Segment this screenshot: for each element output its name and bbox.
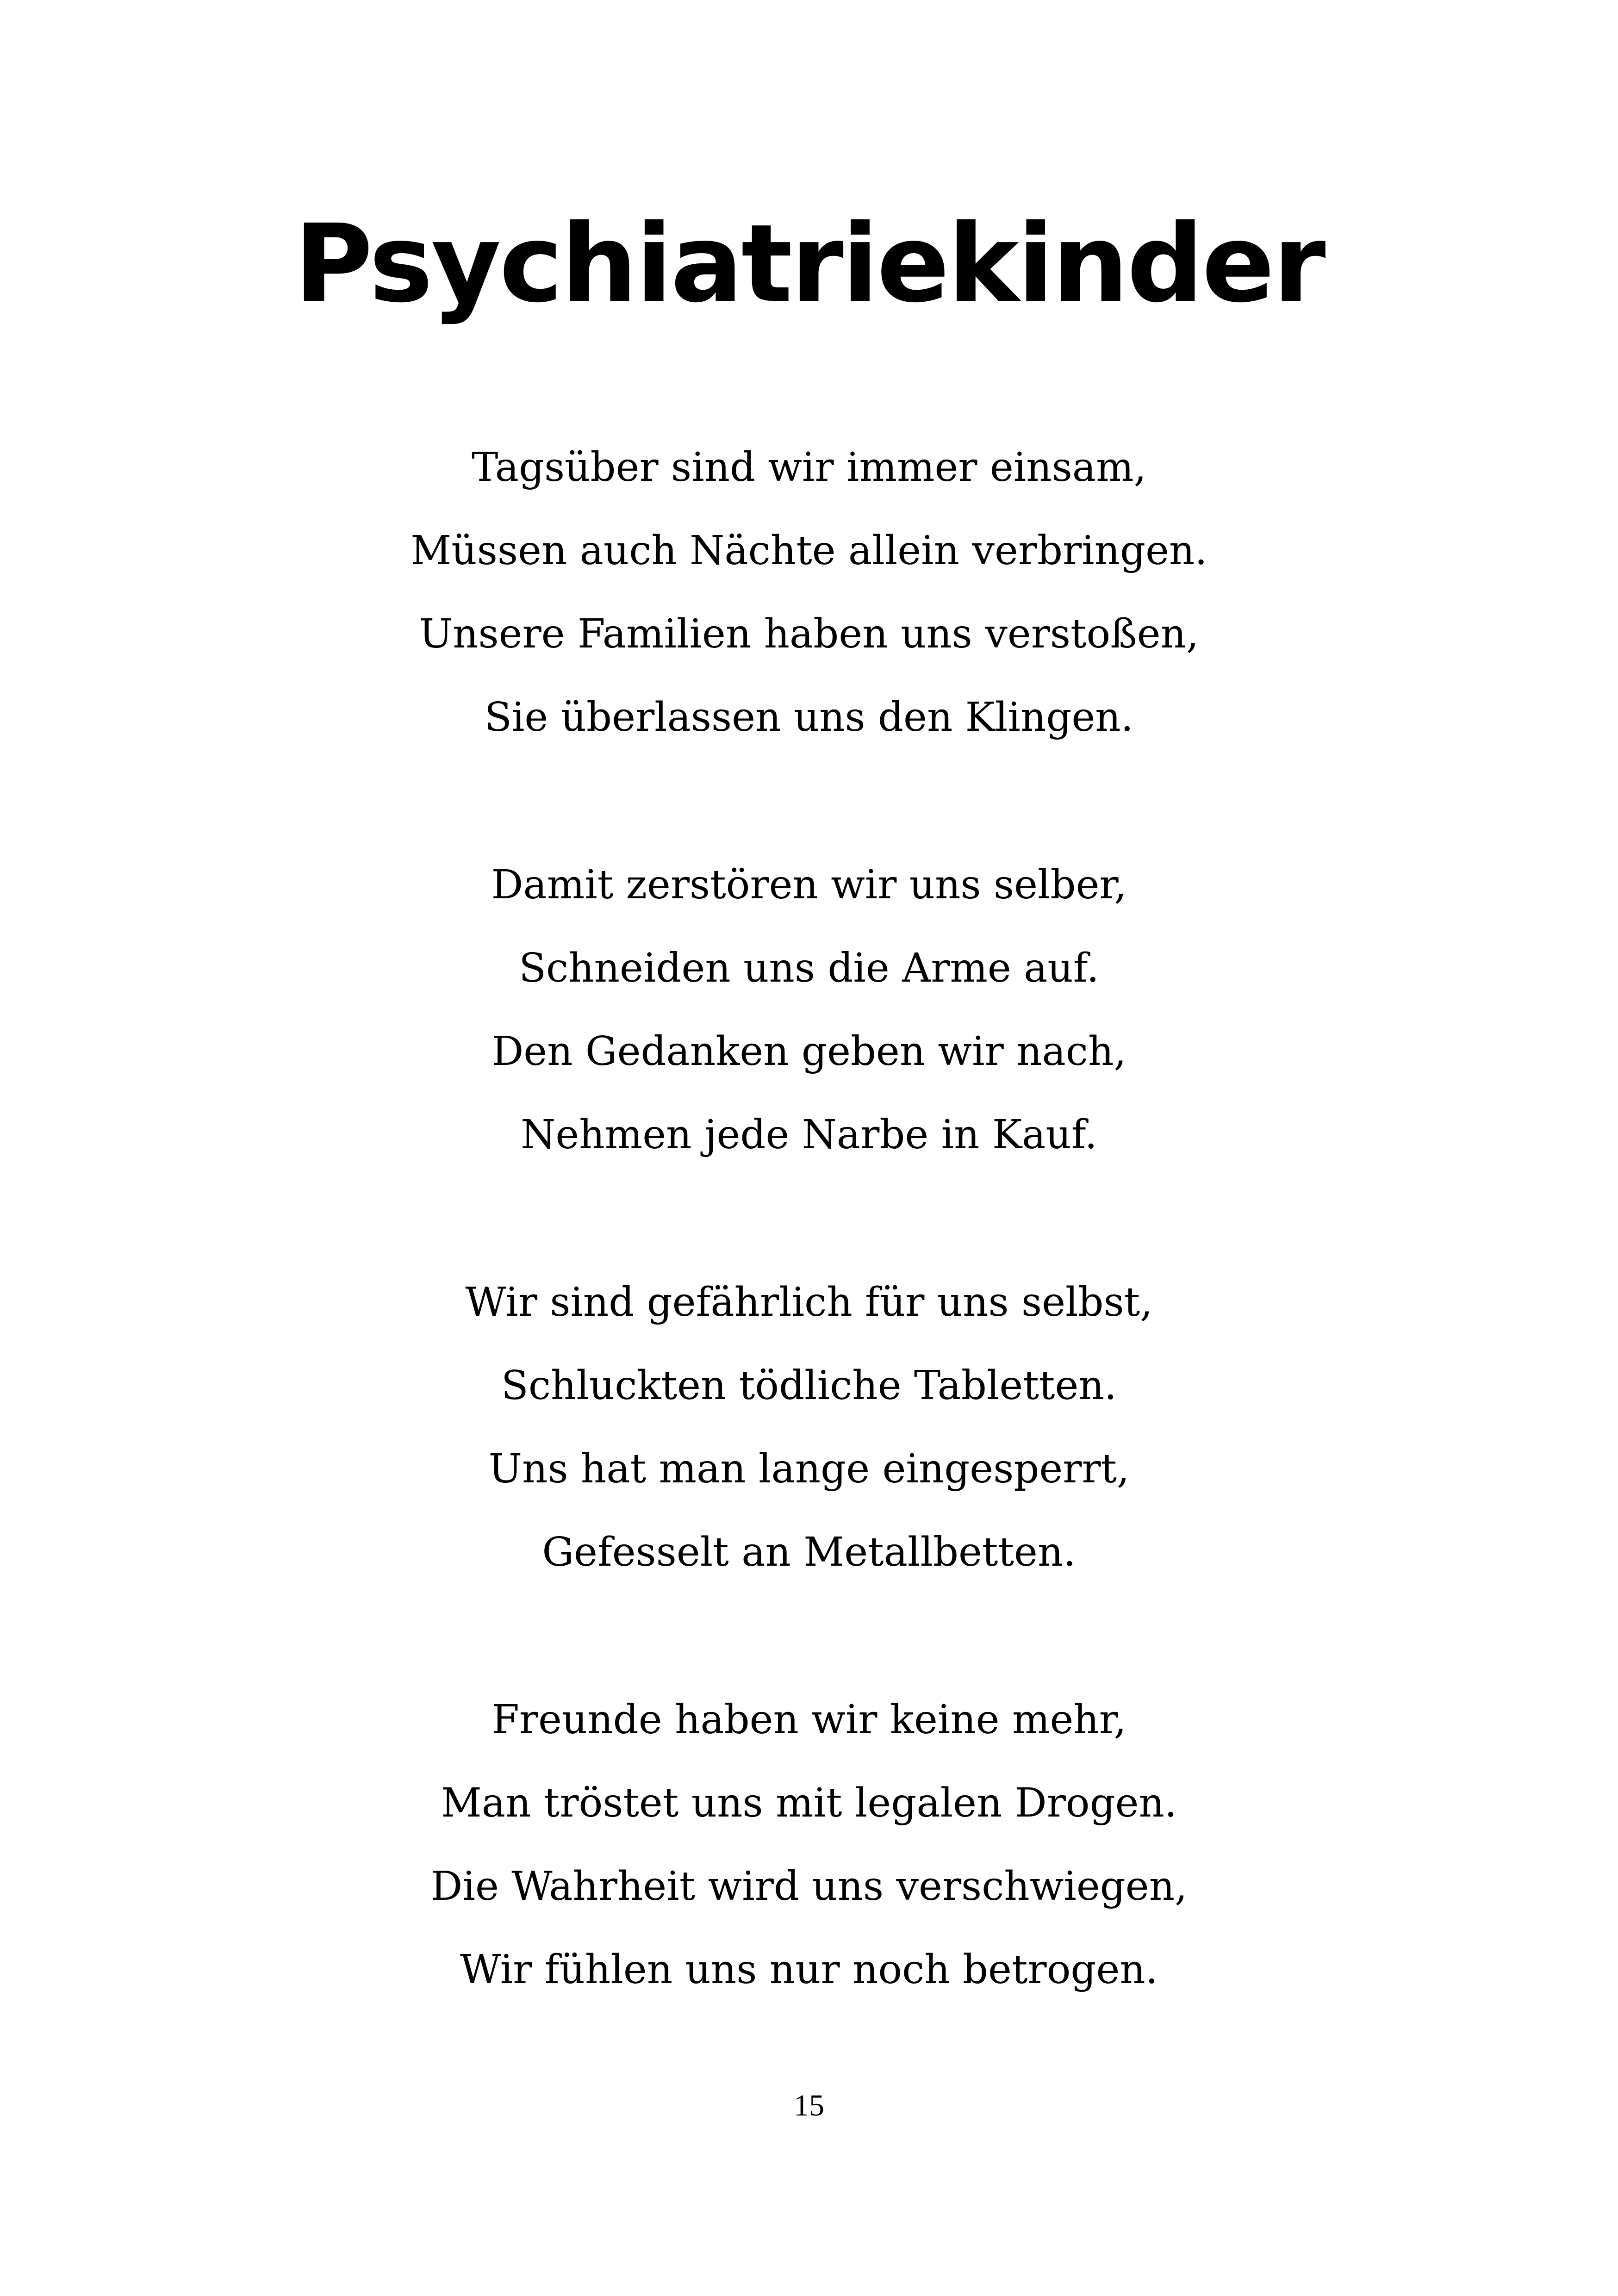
poem-title: Psychiatriekinder: [294, 201, 1324, 326]
poem-line: Wir fühlen uns nur noch betrogen.: [460, 1947, 1158, 1993]
stanza-1: [0, 435, 1618, 768]
poem-line: Müssen auch Nächte allein verbringen.: [411, 528, 1207, 574]
poem-line: Man tröstet uns mit legalen Drogen.: [441, 1780, 1177, 1826]
stanza-4: [0, 1687, 1618, 2021]
poem-line: Unsere Familien haben uns verstoßen,: [419, 611, 1199, 657]
poem-line: Gefesselt an Metallbetten.: [542, 1529, 1076, 1575]
poem-line: Nehmen jede Narbe in Kauf.: [521, 1112, 1097, 1158]
poem-line: Die Wahrheit wird uns verschwiegen,: [430, 1863, 1188, 1910]
poem-line: Schluckten tödliche Tabletten.: [501, 1363, 1117, 1409]
poem-line: Sie überlassen uns den Klingen.: [485, 694, 1133, 740]
poem-line: Schneiden uns die Arme auf.: [519, 945, 1099, 991]
poem-line: Freunde haben wir keine mehr,: [492, 1697, 1126, 1743]
poem-line: Wir sind gefährlich für uns selbst,: [465, 1279, 1153, 1325]
poem-line: Damit zerstören wir uns selber,: [491, 862, 1127, 908]
page-number: 15: [794, 2089, 824, 2122]
poem-body: [0, 435, 1618, 2021]
poem-line: Uns hat man lange eingesperrt,: [488, 1446, 1130, 1492]
poem-line: Den Gedanken geben wir nach,: [492, 1028, 1126, 1075]
stanza-2: [0, 852, 1618, 1186]
stanza-3: [0, 1270, 1618, 1603]
poem-line: Tagsüber sind wir immer einsam,: [472, 444, 1146, 491]
